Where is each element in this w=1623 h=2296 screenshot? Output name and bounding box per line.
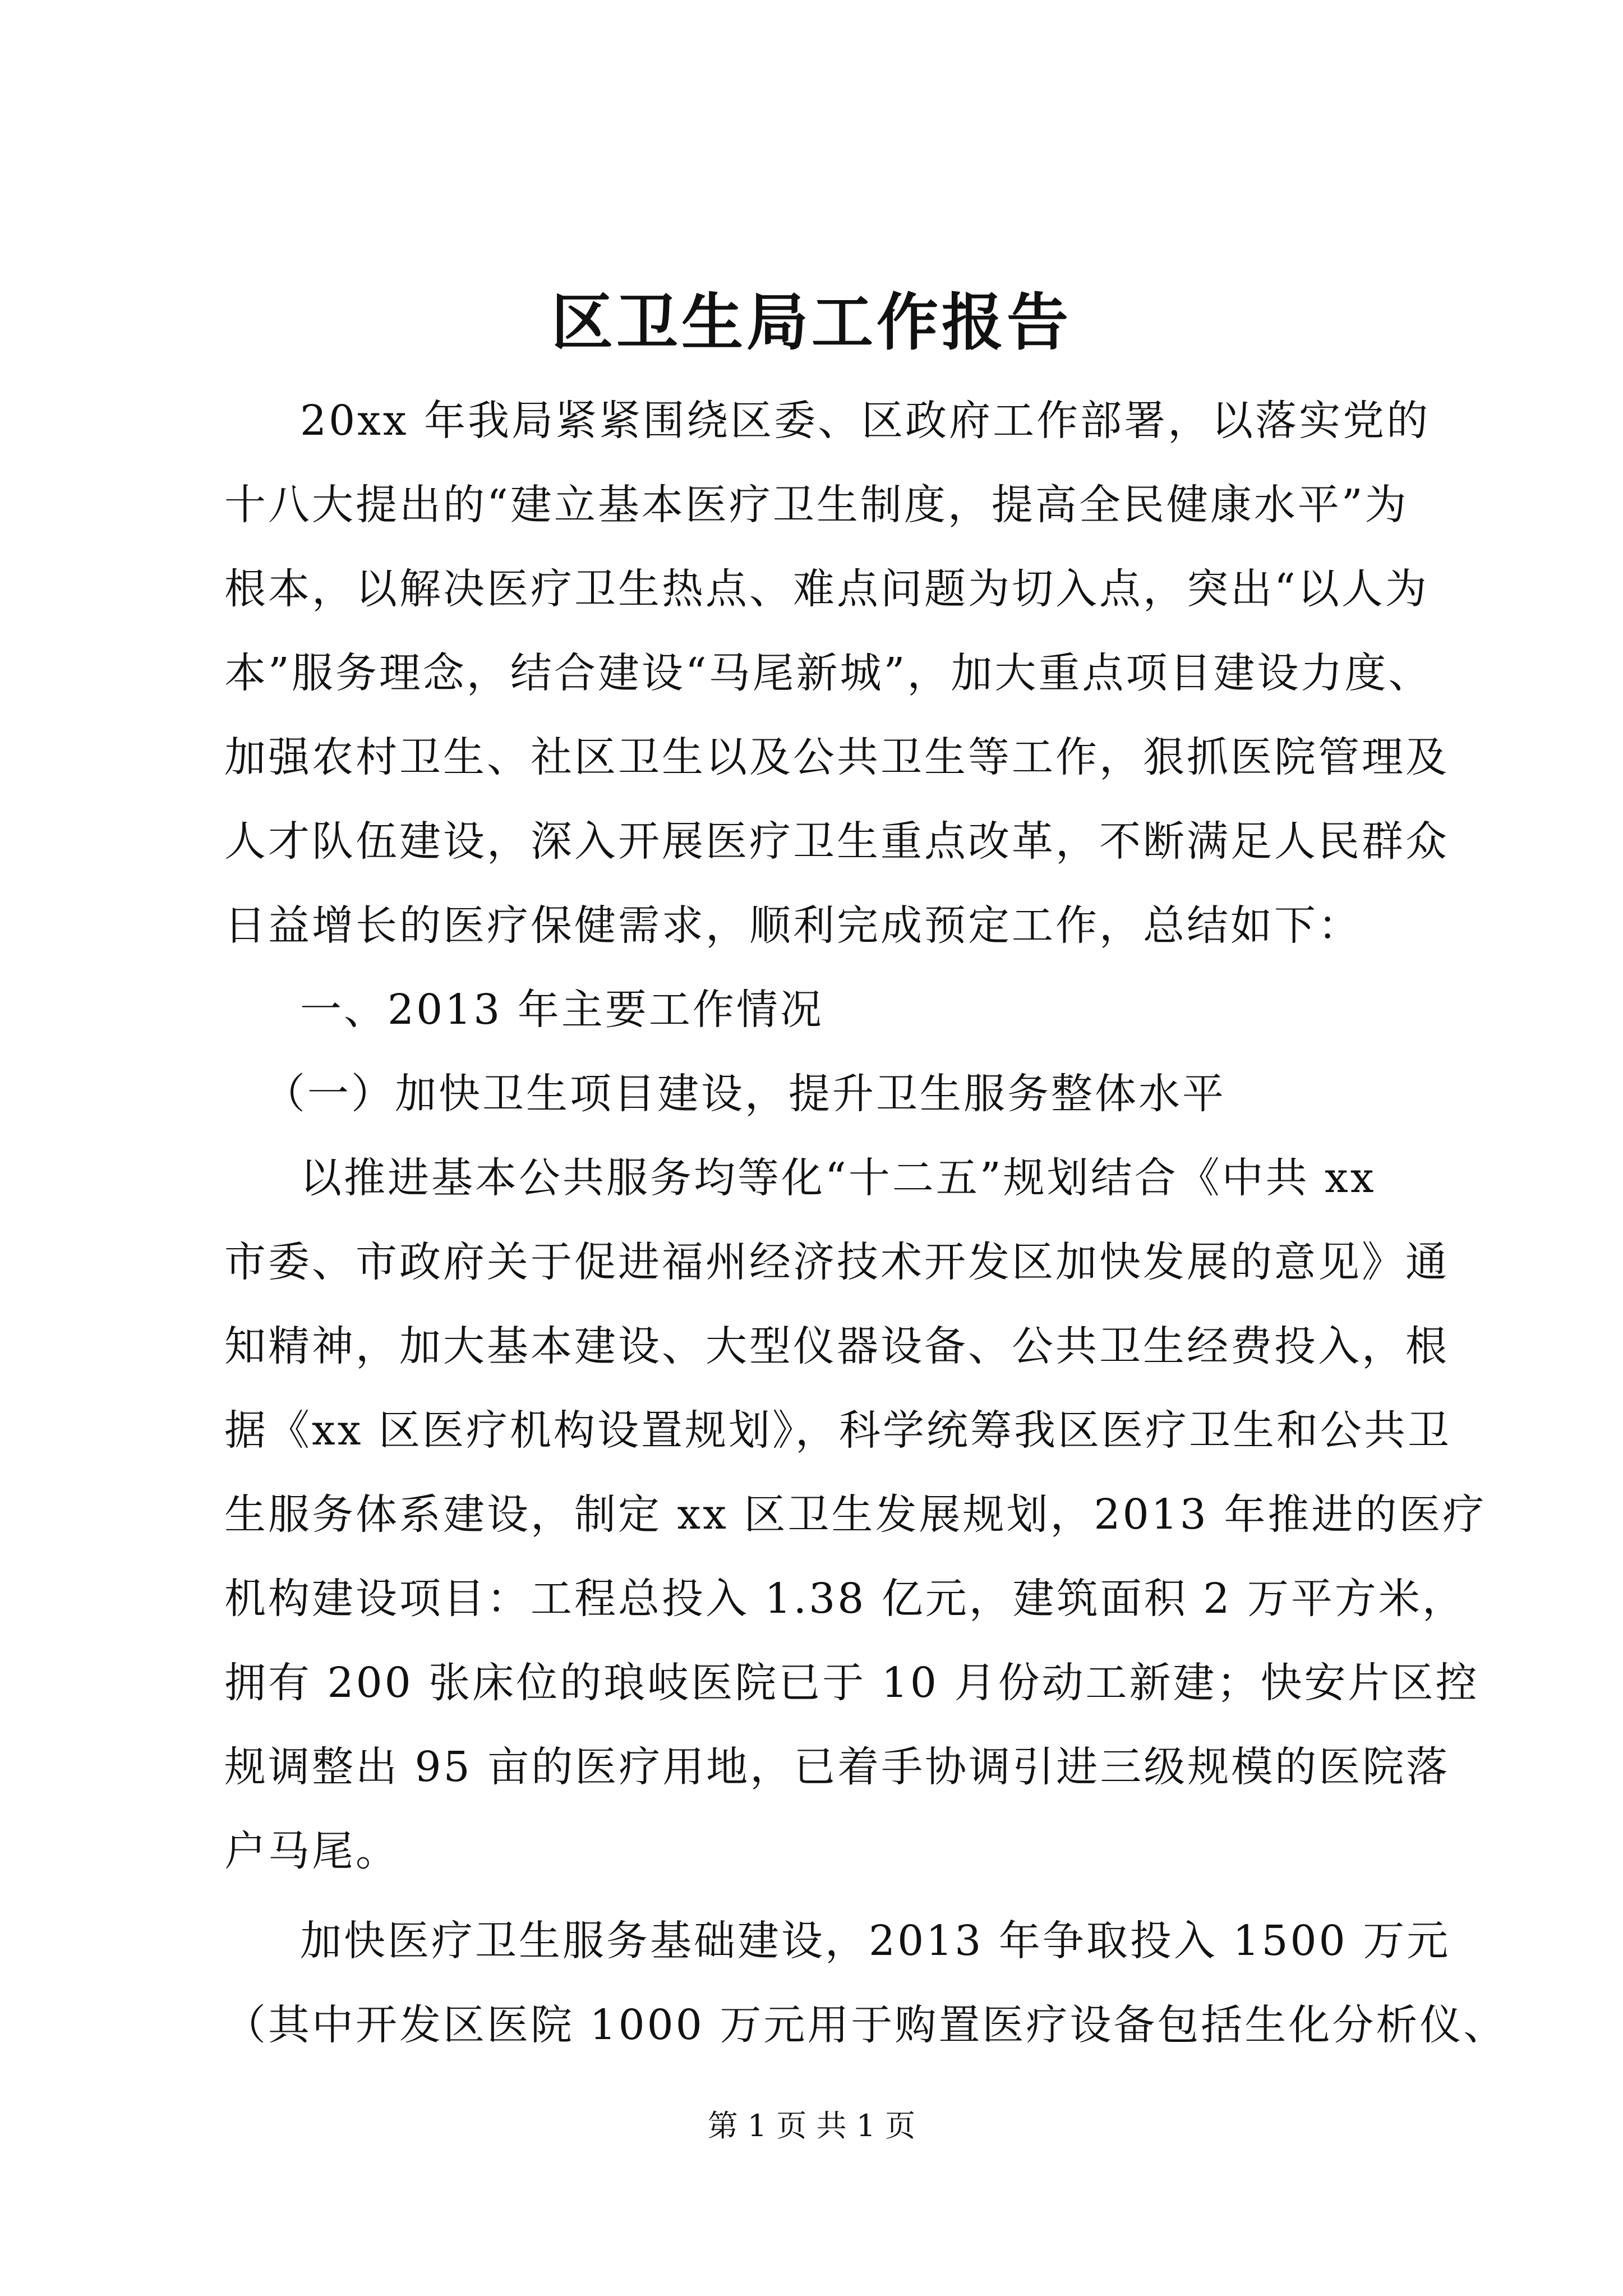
body-line-8: 以推进基本公共服务均等化“十二五”规划结合《中共 xx: [300, 1154, 1376, 1202]
body-line-15: 规调整出 95 亩的医疗用地，已着手协调引进三级规模的医院落: [224, 1743, 1450, 1791]
body-line-6: 人才队伍建设，深入开展医疗卫生重点改革，不断满足人民群众: [224, 817, 1449, 866]
body-line-11: 据《xx 区医疗机构设置规划》，科学统筹我区医疗卫生和公共卫: [224, 1406, 1451, 1455]
body-line-16: 户马尾。: [224, 1827, 399, 1875]
body-line-14: 拥有 200 张床位的琅岐医院已于 10 月份动工新建；快安片区控: [224, 1659, 1479, 1707]
body-line-4: 本”服务理念，结合建设“马尾新城”，加大重点项目建设力度、: [224, 649, 1432, 697]
subsection-heading: （一）加快卫生项目建设，提升卫生服务整体水平: [264, 1070, 1226, 1118]
body-line-2: 十八大提出的“建立基本医疗卫生制度，提高全民健康水平”为: [224, 481, 1409, 529]
body-line-12: 生服务体系建设，制定 xx 区卫生发展规划，2013 年推进的医疗: [224, 1490, 1487, 1539]
body-line-1: 20xx 年我局紧紧围绕区委、区政府工作部署，以落实党的: [300, 397, 1431, 445]
body-line-5: 加强农村卫生、社区卫生以及公共卫生等工作，狠抓医院管理及: [224, 733, 1449, 781]
body-line-7: 日益增长的医疗保健需求，顺利完成预定工作，总结如下：: [224, 901, 1362, 950]
document-title: 区卫生局工作报告: [551, 286, 1072, 358]
body-line-10: 知精神，加大基本建设、大型仪器设备、公共卫生经费投入，根: [224, 1322, 1449, 1370]
section-heading: 一、2013 年主要工作情况: [300, 986, 824, 1034]
body-line-9: 市委、市政府关于促进福州经济技术开发区加快发展的意见》通: [224, 1238, 1449, 1286]
body-line-17: 加快医疗卫生服务基础建设，2013 年争取投入 1500 万元: [300, 1917, 1451, 1965]
body-line-3: 根本，以解决医疗卫生热点、难点问题为切入点，突出“以人为: [224, 565, 1429, 613]
page-number-footer: 第 1 页 共 1 页: [707, 2108, 916, 2143]
body-line-18: （其中开发区医院 1000 万元用于购置医疗设备包括生化分析仪、: [224, 2001, 1507, 2049]
body-line-13: 机构建设项目：工程总投入 1.38 亿元，建筑面积 2 万平方米，: [224, 1575, 1466, 1623]
